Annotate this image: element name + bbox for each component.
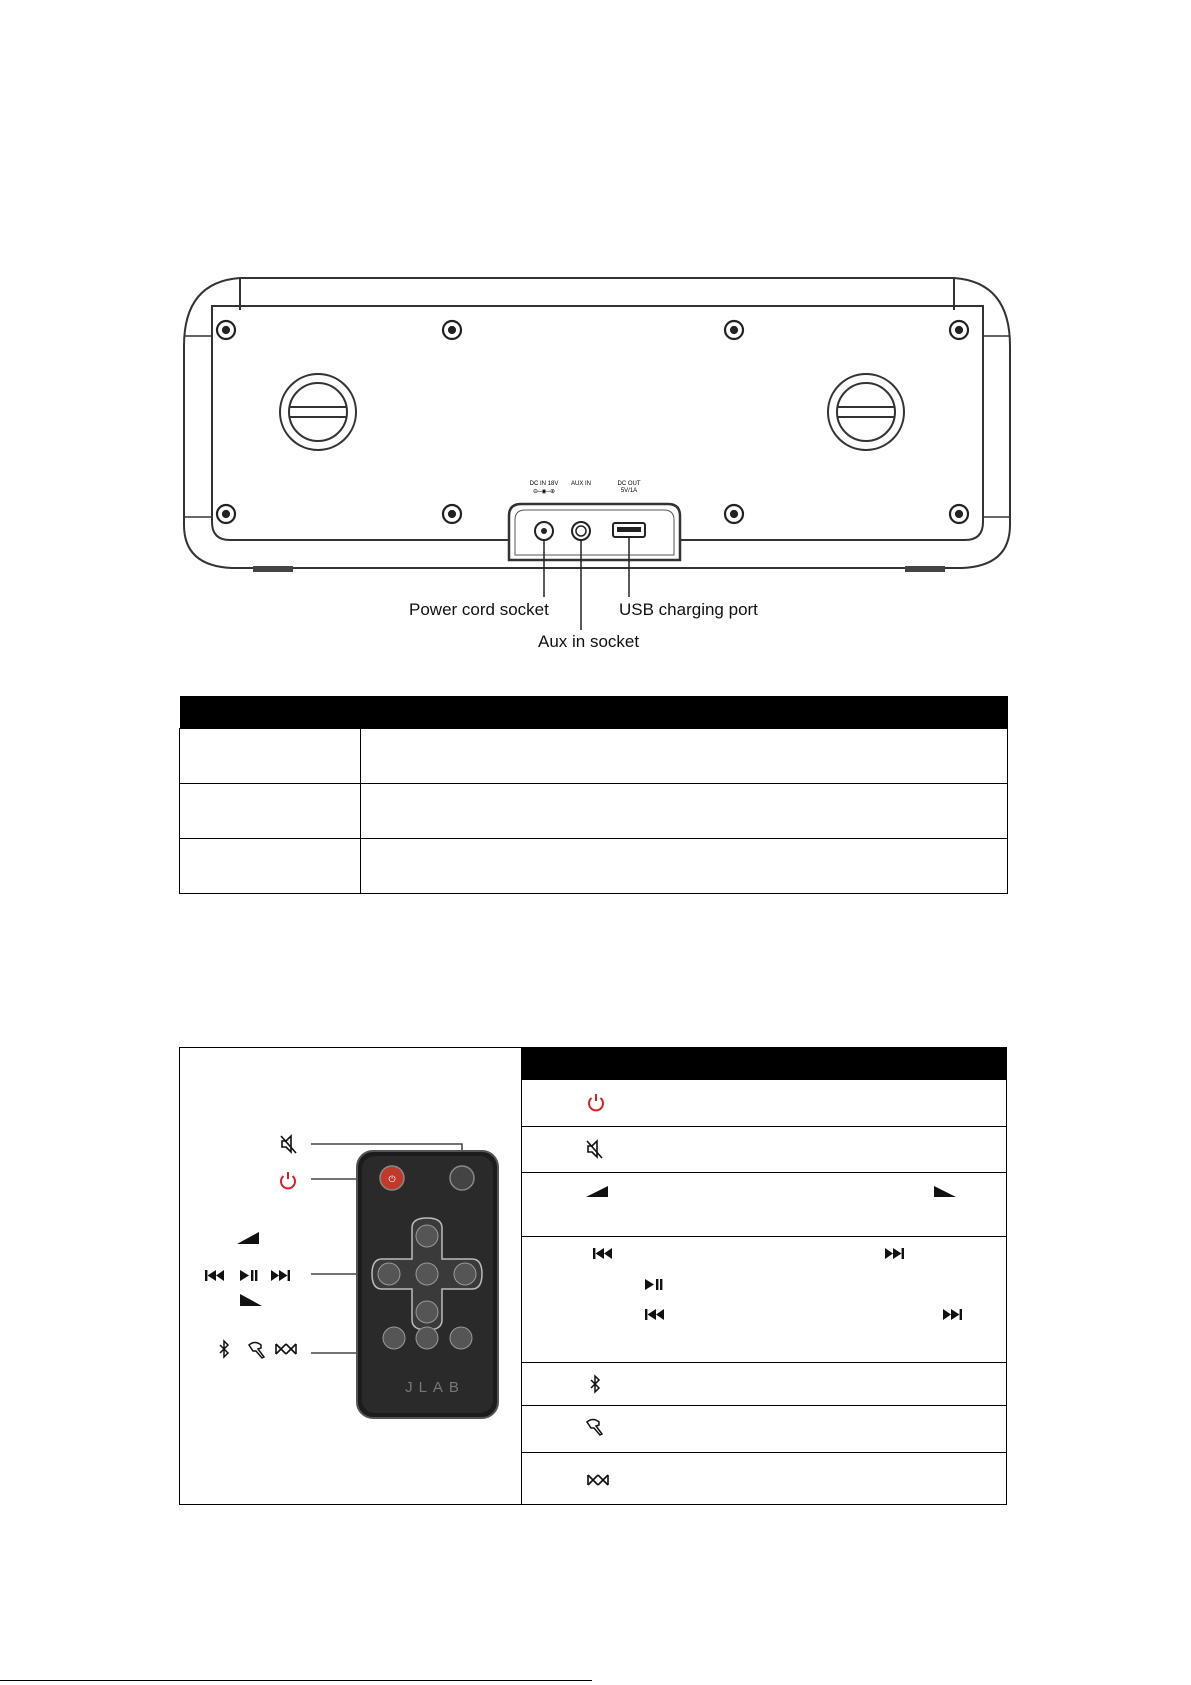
dc-in-mark: DC IN 18V	[529, 481, 559, 487]
table-row	[522, 1406, 1006, 1453]
table-row	[180, 784, 1008, 839]
play-pause-icon	[644, 1278, 666, 1292]
remote-illustration-panel	[180, 1048, 522, 1504]
remote-source-button[interactable]	[450, 1327, 472, 1349]
phone-icon	[249, 1343, 264, 1359]
remote-mute-button[interactable]	[450, 1166, 474, 1190]
remote-bluetooth-button[interactable]	[383, 1327, 405, 1349]
source-icon	[586, 1474, 610, 1488]
foot-left	[253, 566, 293, 572]
table-row	[522, 1363, 1006, 1406]
remote-play-button[interactable]	[416, 1263, 438, 1285]
next-icon	[942, 1308, 966, 1322]
remote-buttons-table	[522, 1048, 1006, 1509]
bluetooth-icon	[588, 1373, 602, 1395]
connections-table	[179, 696, 1008, 894]
power-icon	[281, 1172, 295, 1188]
bluetooth-icon	[220, 1341, 228, 1357]
source-icon	[276, 1344, 296, 1354]
connections-table-header	[180, 696, 1008, 729]
next-icon	[271, 1270, 290, 1281]
callout-power-socket: Power cord socket	[409, 600, 549, 619]
table-row	[180, 729, 1008, 784]
table-row	[522, 1080, 1006, 1127]
volume-down-icon	[932, 1185, 958, 1199]
svg-text:⏻: ⏻	[388, 1174, 396, 1184]
table-row	[522, 1237, 1006, 1363]
remote-volume-down-button[interactable]	[416, 1301, 438, 1323]
callout-usb-port: USB charging port	[619, 600, 758, 619]
volume-up-icon	[237, 1232, 259, 1244]
phone-icon	[586, 1418, 606, 1438]
remote-diagram	[180, 1048, 520, 1503]
dc-out-rating: 5V/1A	[620, 488, 638, 494]
remote-brand-logo: JLAB	[405, 1379, 465, 1396]
mute-icon	[281, 1136, 296, 1153]
mute-icon	[586, 1139, 606, 1159]
remote-next-button[interactable]	[454, 1263, 476, 1285]
aux-in-mark: AUX IN	[570, 481, 592, 487]
power-icon	[586, 1092, 606, 1112]
table-row	[522, 1173, 1006, 1237]
foot-right	[905, 566, 945, 572]
rear-panel-diagram	[0, 0, 1191, 660]
svg-text:⊖–◉–⊕: ⊖–◉–⊕	[533, 489, 555, 495]
previous-icon	[592, 1247, 616, 1261]
table-row	[522, 1453, 1006, 1510]
volume-up-icon	[584, 1185, 610, 1199]
remote-previous-button[interactable]	[378, 1263, 400, 1285]
remote-phone-button[interactable]	[416, 1327, 438, 1349]
buttons-table-header	[522, 1048, 1006, 1080]
port-right	[828, 374, 904, 450]
dc-out-mark: DC OUT	[617, 481, 641, 487]
remote-section	[179, 1047, 1007, 1505]
table-row	[522, 1127, 1006, 1173]
remote-volume-up-button[interactable]	[416, 1225, 438, 1247]
callout-aux-socket: Aux in socket	[538, 632, 640, 651]
next-icon	[884, 1247, 908, 1261]
volume-down-icon	[240, 1294, 262, 1306]
play-pause-icon	[240, 1270, 257, 1281]
previous-icon	[644, 1308, 668, 1322]
port-left	[280, 374, 356, 450]
footer-rule	[0, 1680, 592, 1681]
screws	[217, 321, 968, 523]
previous-icon	[205, 1270, 224, 1281]
table-row	[180, 839, 1008, 894]
